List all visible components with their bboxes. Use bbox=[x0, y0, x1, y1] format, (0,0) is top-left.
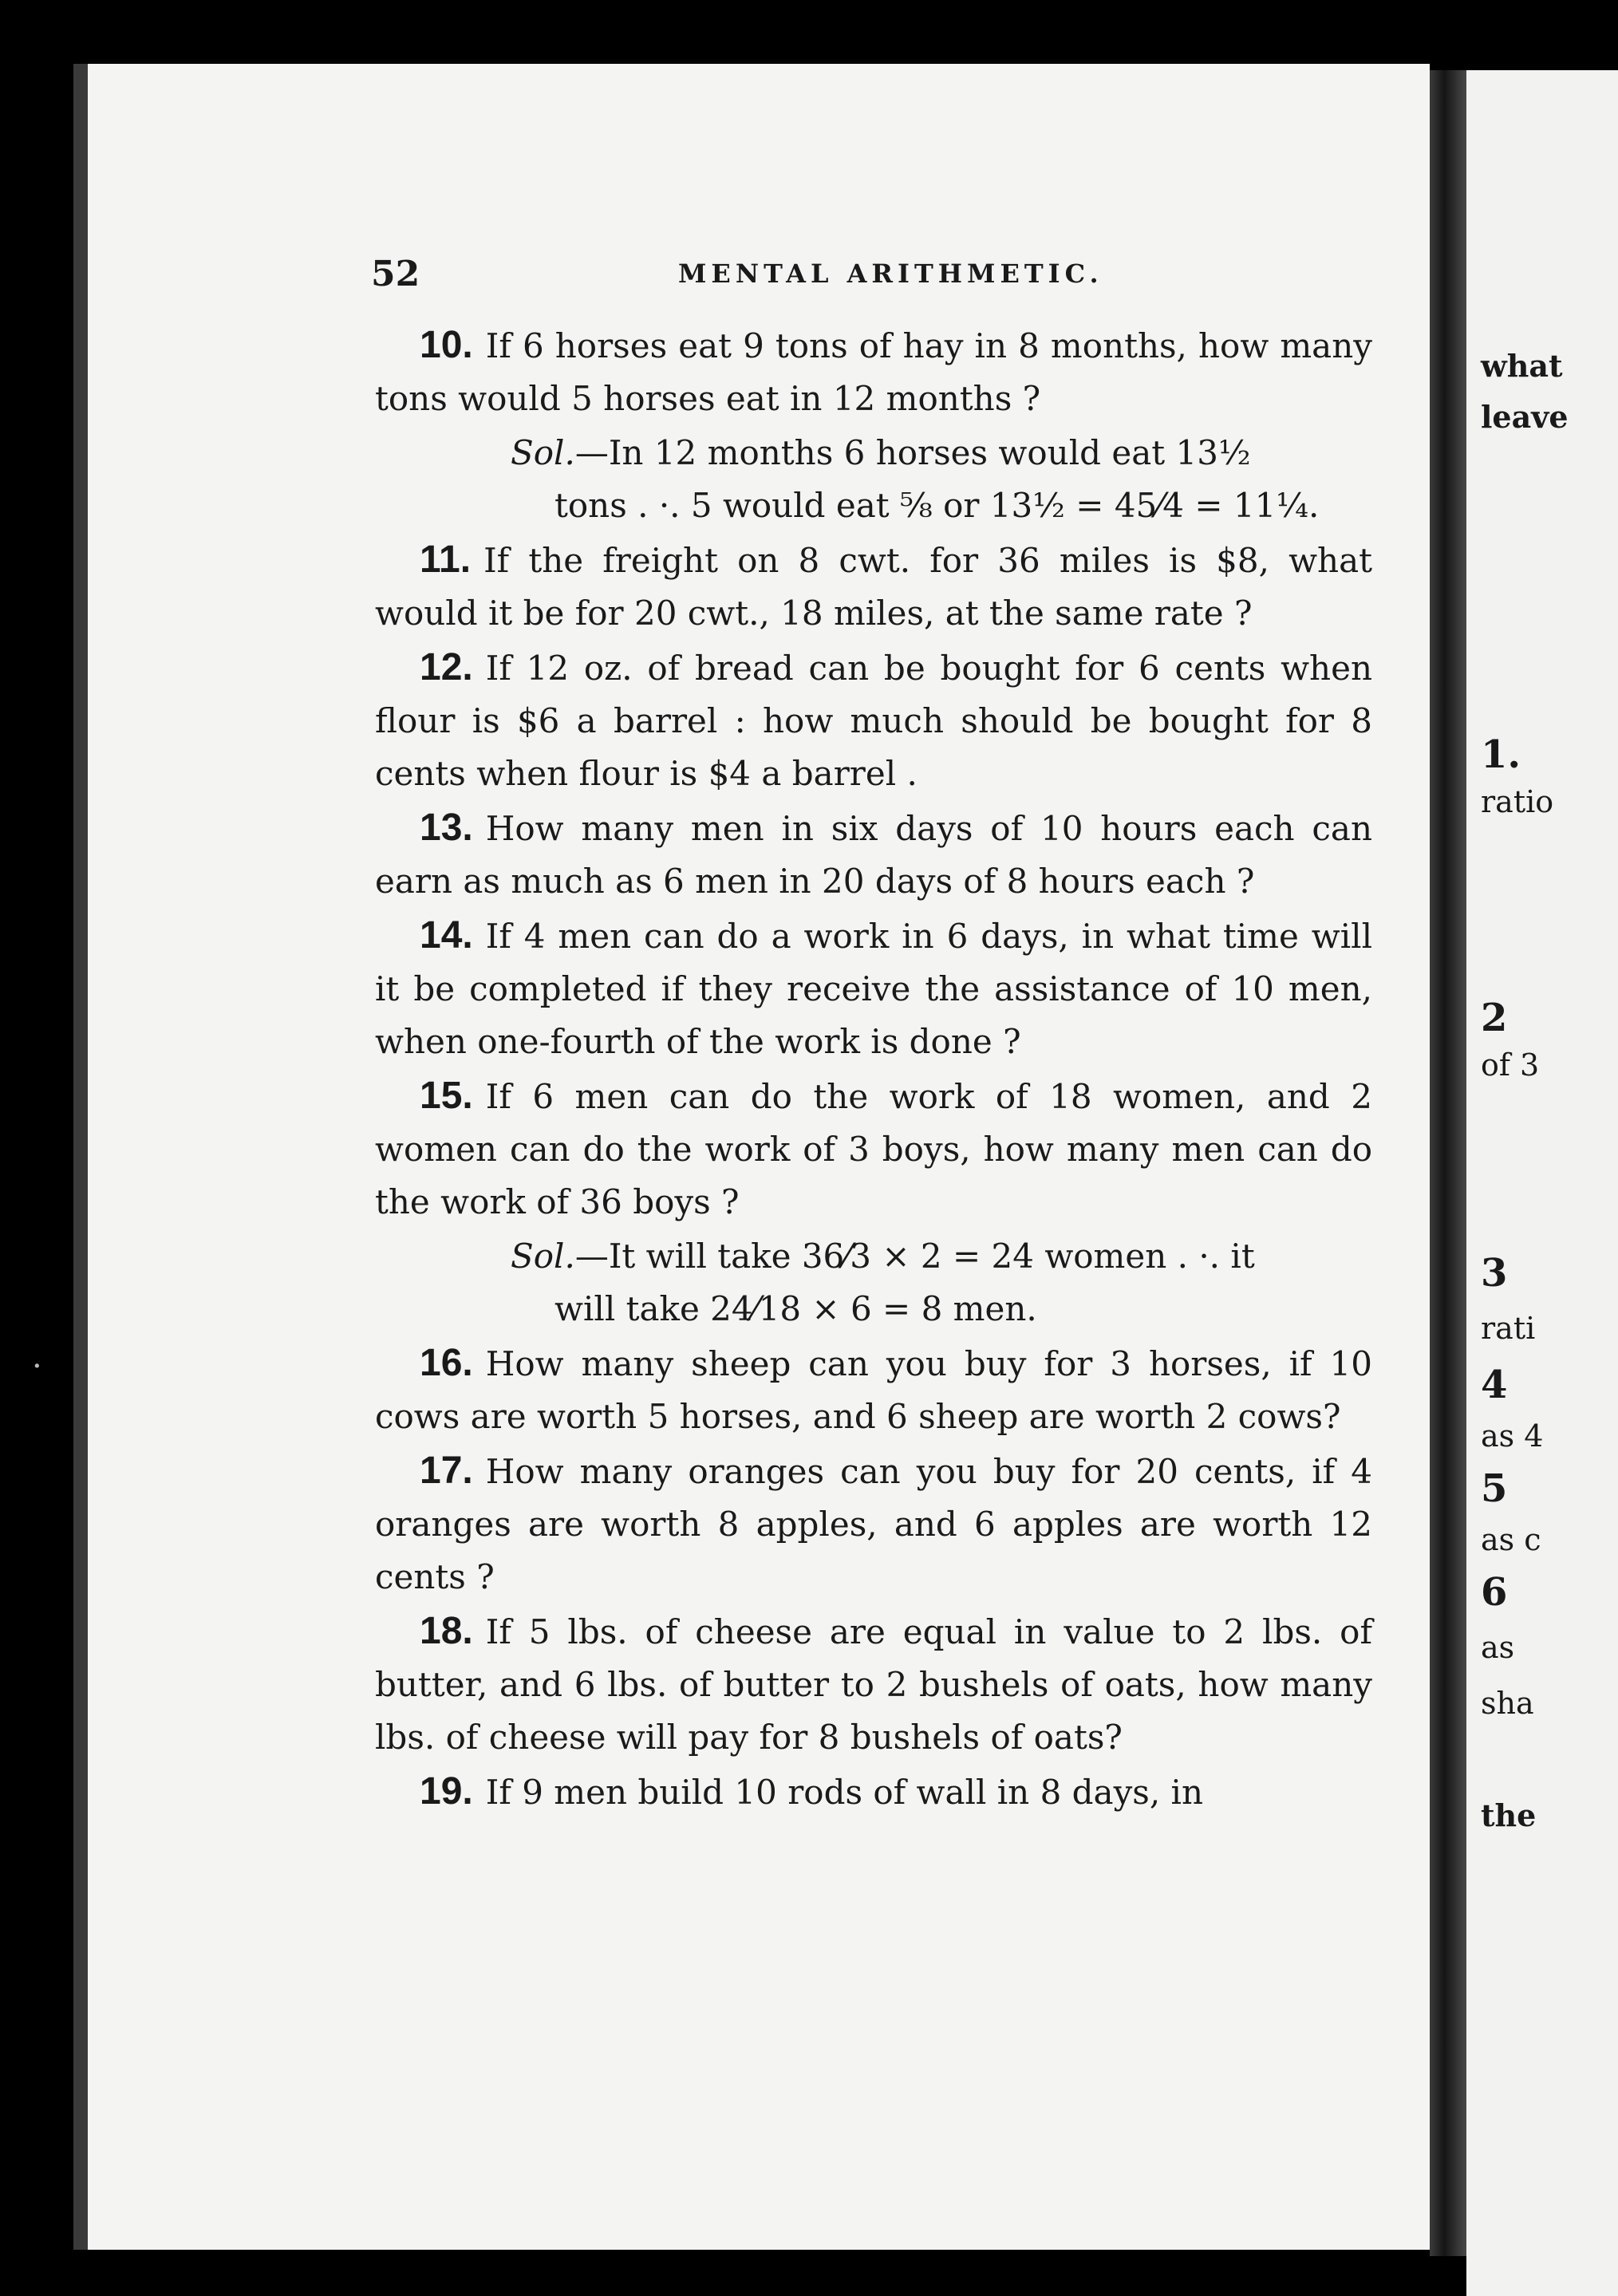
problem-14 bbox=[375, 909, 1372, 1068]
problem-12 bbox=[375, 641, 1372, 800]
facing-fragment: of 3 bbox=[1481, 1047, 1540, 1083]
facing-fragment: leave bbox=[1481, 399, 1569, 435]
facing-fragment: 4 bbox=[1481, 1363, 1508, 1407]
problem-number: 17. bbox=[420, 1450, 473, 1492]
page-number: 52 bbox=[371, 254, 420, 294]
facing-fragment: as 4 bbox=[1481, 1418, 1544, 1454]
problem-text: If 4 men can do a work in 6 days, in what time will it be completed if they receive the assistance of 10 men, when one-fourth of the work is done ? bbox=[375, 917, 1372, 1061]
solution-line: will take 24⁄18 × 6 = 8 men. bbox=[554, 1289, 1037, 1328]
problem-number: 10. bbox=[420, 324, 473, 366]
facing-fragment: 3 bbox=[1481, 1251, 1508, 1296]
problem-text: How many sheep can you buy for 3 horses, if 10 cows are worth 5 horses, and 6 sheep are worth 2 cows? bbox=[375, 1344, 1372, 1436]
solution-line: —In 12 months 6 horses would eat 13½ bbox=[574, 433, 1251, 472]
facing-page bbox=[1466, 70, 1618, 2296]
problem-list bbox=[375, 319, 1372, 1821]
problem-text: If 12 oz. of bread can be bought for 6 cents when flour is $6 a barrel : how much should be bought for 8 cents when flour is $4 a barrel . bbox=[375, 649, 1372, 793]
facing-fragment: 5 bbox=[1481, 1466, 1508, 1511]
problem-number: 14. bbox=[420, 914, 473, 957]
problem-text: If 9 men build 10 rods of wall in 8 days, in bbox=[485, 1773, 1204, 1812]
solution-label: Sol. bbox=[511, 433, 575, 472]
problem-10 bbox=[375, 319, 1372, 425]
solution-label: Sol. bbox=[511, 1237, 575, 1276]
facing-fragment: the bbox=[1481, 1797, 1537, 1833]
problem-text: If 5 lbs. of cheese are equal in value to 2 lbs. of butter, and 6 lbs. of butter to 2 bushels of oats, how many lbs. of cheese will pay for 8 bushels of oats? bbox=[375, 1612, 1372, 1757]
problem-17 bbox=[375, 1445, 1372, 1604]
scan-speck: · bbox=[32, 1348, 42, 1385]
problem-number: 15. bbox=[420, 1075, 473, 1117]
problem-number: 12. bbox=[420, 646, 473, 688]
running-title: MENTAL ARITHMETIC. bbox=[678, 258, 1103, 289]
facing-fragment: ratio bbox=[1481, 784, 1554, 819]
page-header bbox=[295, 254, 1396, 302]
facing-fragment: 6 bbox=[1481, 1570, 1508, 1615]
solution-10 bbox=[511, 427, 1372, 532]
problem-13 bbox=[375, 802, 1372, 908]
problem-text: If the freight on 8 cwt. for 36 miles is $8, what would it be for 20 cwt., 18 miles, at the same rate ? bbox=[375, 541, 1372, 633]
problem-16 bbox=[375, 1337, 1372, 1443]
problem-11 bbox=[375, 534, 1372, 640]
book-gutter bbox=[1430, 70, 1466, 2256]
problem-text: If 6 men can do the work of 18 women, and 2 women can do the work of 3 boys, how many men can do the work of 36 boys ? bbox=[375, 1077, 1372, 1221]
solution-line: —It will take 36⁄3 × 2 = 24 women . ·. it bbox=[574, 1237, 1255, 1276]
problem-number: 19. bbox=[420, 1770, 473, 1813]
facing-fragment: 2 bbox=[1481, 996, 1508, 1040]
facing-fragment: 1. bbox=[1481, 732, 1521, 777]
solution-15 bbox=[511, 1230, 1372, 1335]
problem-19 bbox=[375, 1765, 1372, 1819]
problem-text: If 6 horses eat 9 tons of hay in 8 months, how many tons would 5 horses eat in 12 months ? bbox=[375, 326, 1372, 418]
problem-15 bbox=[375, 1070, 1372, 1229]
facing-fragment: as c bbox=[1481, 1522, 1541, 1557]
problem-number: 11. bbox=[420, 538, 472, 581]
problem-text: How many men in six days of 10 hours each can earn as much as 6 men in 20 days of 8 hours each ? bbox=[375, 809, 1372, 901]
facing-fragment: rati bbox=[1481, 1311, 1536, 1346]
facing-fragment: sha bbox=[1481, 1686, 1534, 1721]
facing-fragment: as bbox=[1481, 1630, 1515, 1665]
problem-number: 13. bbox=[420, 807, 473, 849]
facing-fragment: what bbox=[1481, 348, 1563, 384]
problem-18 bbox=[375, 1605, 1372, 1764]
problem-number: 16. bbox=[420, 1342, 473, 1384]
solution-line: tons . ·. 5 would eat ⅝ or 13½ = 45⁄4 = 11¼. bbox=[554, 486, 1320, 525]
problem-text: How many oranges can you buy for 20 cents, if 4 oranges are worth 8 apples, and 6 apples are worth 12 cents ? bbox=[375, 1452, 1372, 1596]
problem-number: 18. bbox=[420, 1610, 473, 1652]
